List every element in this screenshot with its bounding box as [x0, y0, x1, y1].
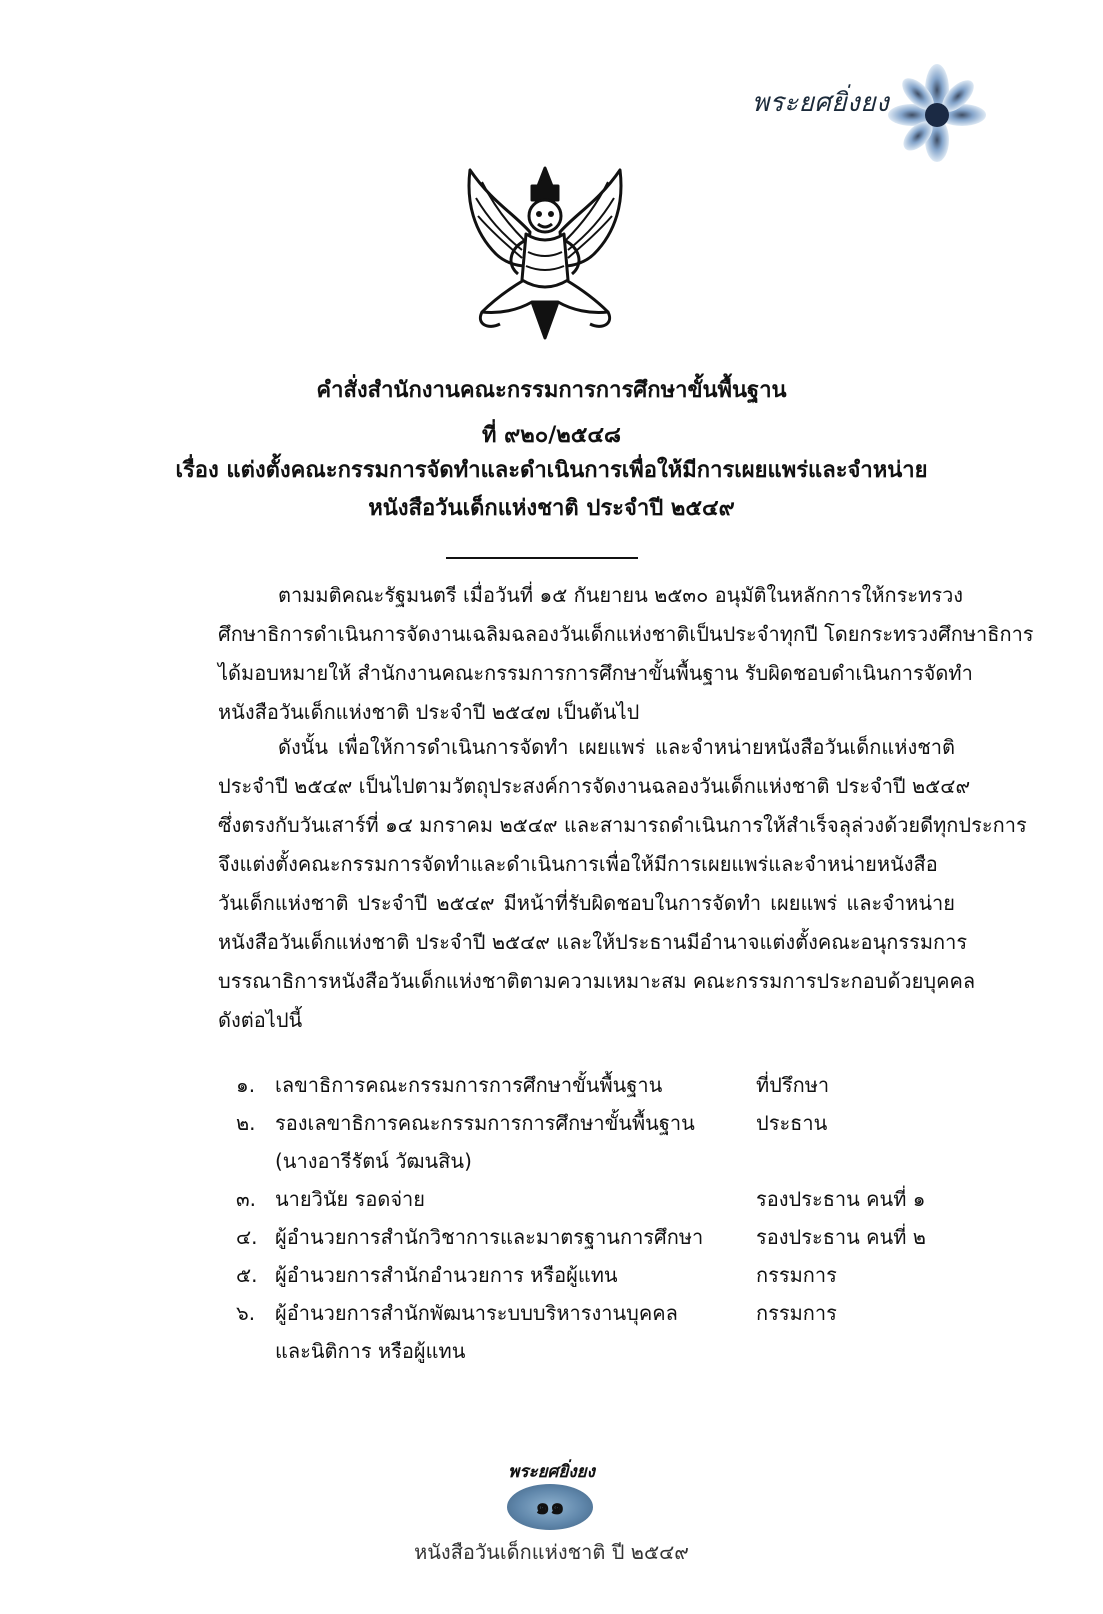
list-item-name: รองเลขาธิการคณะกรรมการการศึกษาขั้นพื้นฐาน	[275, 1111, 695, 1135]
paragraph-line: ตามมติคณะรัฐมนตรี เมื่อวันที่ ๑๕ กันยายน ๒๕๓๐ อนุมัติในหลักการให้กระทรวง	[278, 583, 964, 607]
paragraph-line: ซึ่งตรงกับวันเสาร์ที่ ๑๔ มกราคม ๒๕๔๙ และสามารถดำเนินการให้สำเร็จลุล่วงด้วยดีทุกประการ	[218, 813, 1027, 837]
list-item-number: ๖.	[236, 1301, 256, 1325]
list-item-name-cont: (นางอารีรัตน์ วัฒนสิน)	[275, 1149, 472, 1173]
title-divider	[446, 557, 638, 559]
paragraph-line: ประจำปี ๒๕๔๙ เป็นไปตามวัตถุประสงค์การจัดงานฉลองวันเด็กแห่งชาติ ประจำปี ๒๕๔๙	[218, 774, 971, 798]
flower-decoration-icon	[882, 60, 992, 170]
list-item-name-cont: และนิติการ หรือผู้แทน	[275, 1339, 466, 1363]
list-item-number: ๔.	[236, 1225, 258, 1249]
order-subject-line-1: เรื่อง แต่งตั้งคณะกรรมการจัดทำและดำเนินการเพื่อให้มีการเผยแพร่และจำหน่าย	[175, 458, 928, 483]
garuda-emblem-icon	[452, 162, 638, 348]
paragraph-line: ดังนั้น เพื่อให้การดำเนินการจัดทำ เผยแพร่ และจำหน่ายหนังสือวันเด็กแห่งชาติ	[278, 735, 955, 759]
list-item-number: ๑.	[236, 1073, 256, 1097]
list-item-role: กรรมการ	[756, 1263, 837, 1287]
list-item-name: เลขาธิการคณะกรรมการการศึกษาขั้นพื้นฐาน	[275, 1073, 663, 1097]
paragraph-line: หนังสือวันเด็กแห่งชาติ ประจำปี ๒๕๔๗ เป็นต้นไป	[218, 700, 640, 724]
order-subject-line-2: หนังสือวันเด็กแห่งชาติ ประจำปี ๒๕๔๙	[368, 496, 735, 521]
paragraph-line: ได้มอบหมายให้ สำนักงานคณะกรรมการการศึกษาขั้นพื้นฐาน รับผิดชอบดำเนินการจัดทำ	[218, 661, 973, 685]
paragraph-line: บรรณาธิการหนังสือวันเด็กแห่งชาติตามความเหมาะสม คณะกรรมการประกอบด้วยบุคคล	[218, 969, 976, 993]
list-item-role: ที่ปรึกษา	[756, 1073, 830, 1097]
page-number-badge: ๑๑	[507, 1484, 593, 1530]
order-number: ที่ ๙๒๐/๒๕๔๘	[481, 423, 621, 448]
paragraph-line: ศึกษาธิการดำเนินการจัดงานเฉลิมฉลองวันเด็กแห่งชาติเป็นประจำทุกปี โดยกระทรวงศึกษาธิการ	[218, 622, 1034, 646]
list-item-name: ผู้อำนวยการสำนักพัฒนาระบบบริหารงานบุคคล	[275, 1301, 678, 1325]
footer-brand-script: พระยศยิ่งยง	[508, 1462, 595, 1482]
paragraph-line: ดังต่อไปนี้	[218, 1008, 303, 1032]
paragraph-line: จึงแต่งตั้งคณะกรรมการจัดทำและดำเนินการเพื่อให้มีการเผยแพร่และจำหน่ายหนังสือ	[218, 852, 938, 876]
paragraph-1	[218, 576, 1034, 732]
header-brand-script: พระยศยิ่งยง	[752, 88, 890, 118]
list-item-role: รองประธาน คนที่ ๒	[756, 1225, 926, 1249]
list-item-number: ๕.	[236, 1263, 258, 1287]
footer-book-title: หนังสือวันเด็กแห่งชาติ ปี ๒๕๔๙	[414, 1540, 689, 1564]
paragraph-line: หนังสือวันเด็กแห่งชาติ ประจำปี ๒๕๔๙ และให้ประธานมีอำนาจแต่งตั้งคณะอนุกรรมการ	[218, 930, 968, 954]
paragraph-2	[218, 728, 1027, 1040]
list-item-name: นายวินัย รอดจ่าย	[275, 1187, 426, 1211]
list-item-number: ๓.	[236, 1187, 257, 1211]
list-item-name: ผู้อำนวยการสำนักวิชาการและมาตรฐานการศึกษา	[275, 1225, 704, 1249]
order-title: คำสั่งสำนักงานคณะกรรมการการศึกษาขั้นพื้นฐาน	[316, 378, 787, 403]
list-item-role: กรรมการ	[756, 1301, 837, 1325]
paragraph-line: วันเด็กแห่งชาติ ประจำปี ๒๕๔๙ มีหน้าที่รับผิดชอบในการจัดทำ เผยแพร่ และจำหน่าย	[218, 891, 955, 915]
list-item-role: ประธาน	[756, 1111, 828, 1135]
list-item-name: ผู้อำนวยการสำนักอำนวยการ หรือผู้แทน	[275, 1263, 618, 1287]
list-item-role: รองประธาน คนที่ ๑	[756, 1187, 926, 1211]
list-item-number: ๒.	[236, 1111, 256, 1135]
